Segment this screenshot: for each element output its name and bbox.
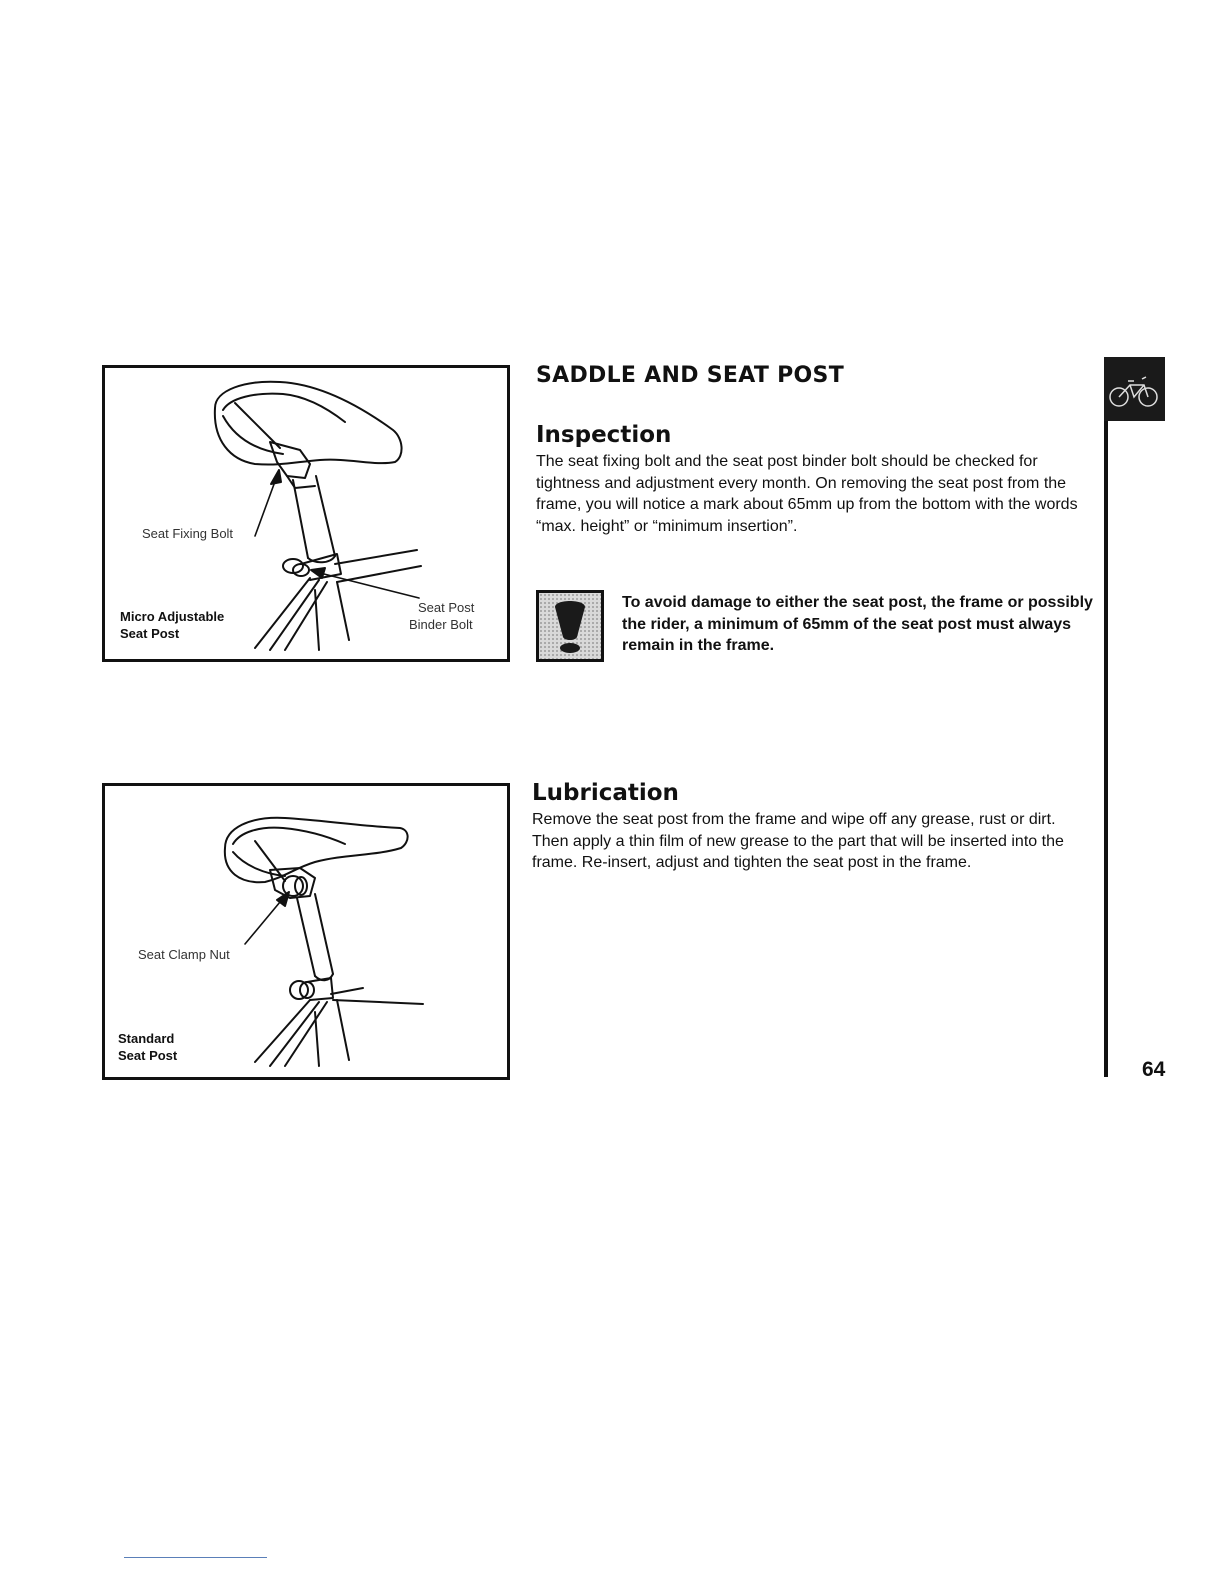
side-margin-rule (1104, 357, 1108, 1077)
standard-figure-caption-line1: Standard (118, 1031, 175, 1046)
seat-clamp-nut-label: Seat Clamp Nut (138, 947, 230, 962)
micro-adjustable-seat-post-figure (102, 365, 510, 662)
warning-text: To avoid damage to either the seat post, the frame or possibly the rider, a minimum of 65mm of the seat post must always remain in the frame. (622, 594, 1093, 654)
exclamation-icon (539, 593, 601, 659)
micro-figure-caption-line1: Micro Adjustable (120, 609, 225, 624)
seat-post-binder-label-line1: Seat Post (418, 600, 475, 615)
lubrication-heading: Lubrication (532, 780, 679, 806)
footer-rule (124, 1557, 267, 1558)
inspection-paragraph: The seat fixing bolt and the seat post binder bolt should be checked for tightness and adjustment every month. On removing the seat post from the frame, you will notice a mark about 65mm up from the bottom with the words “max. height” or “minimum insertion”. (536, 453, 1078, 535)
seat-post-binder-label-line2: Binder Bolt (409, 617, 473, 632)
inspection-heading: Inspection (536, 422, 672, 448)
warning-icon-box (536, 590, 604, 662)
standard-figure-caption-line2: Seat Post (118, 1048, 178, 1063)
chapter-tab (1104, 357, 1165, 421)
seat-fixing-bolt-label: Seat Fixing Bolt (142, 526, 234, 541)
bicycle-icon (1104, 357, 1165, 421)
lubrication-paragraph: Remove the seat post from the frame and wipe off any grease, rust or dirt. Then apply a thin film of new grease to the part that will be inserted into the frame. Re-insert, adjust and tighten the seat post in the frame. (532, 811, 1064, 871)
standard-seat-post-figure (102, 783, 510, 1080)
micro-figure-caption-line2: Seat Post (120, 626, 180, 641)
section-title: SADDLE AND SEAT POST (536, 363, 844, 388)
page-number: 64 (1142, 1058, 1166, 1081)
